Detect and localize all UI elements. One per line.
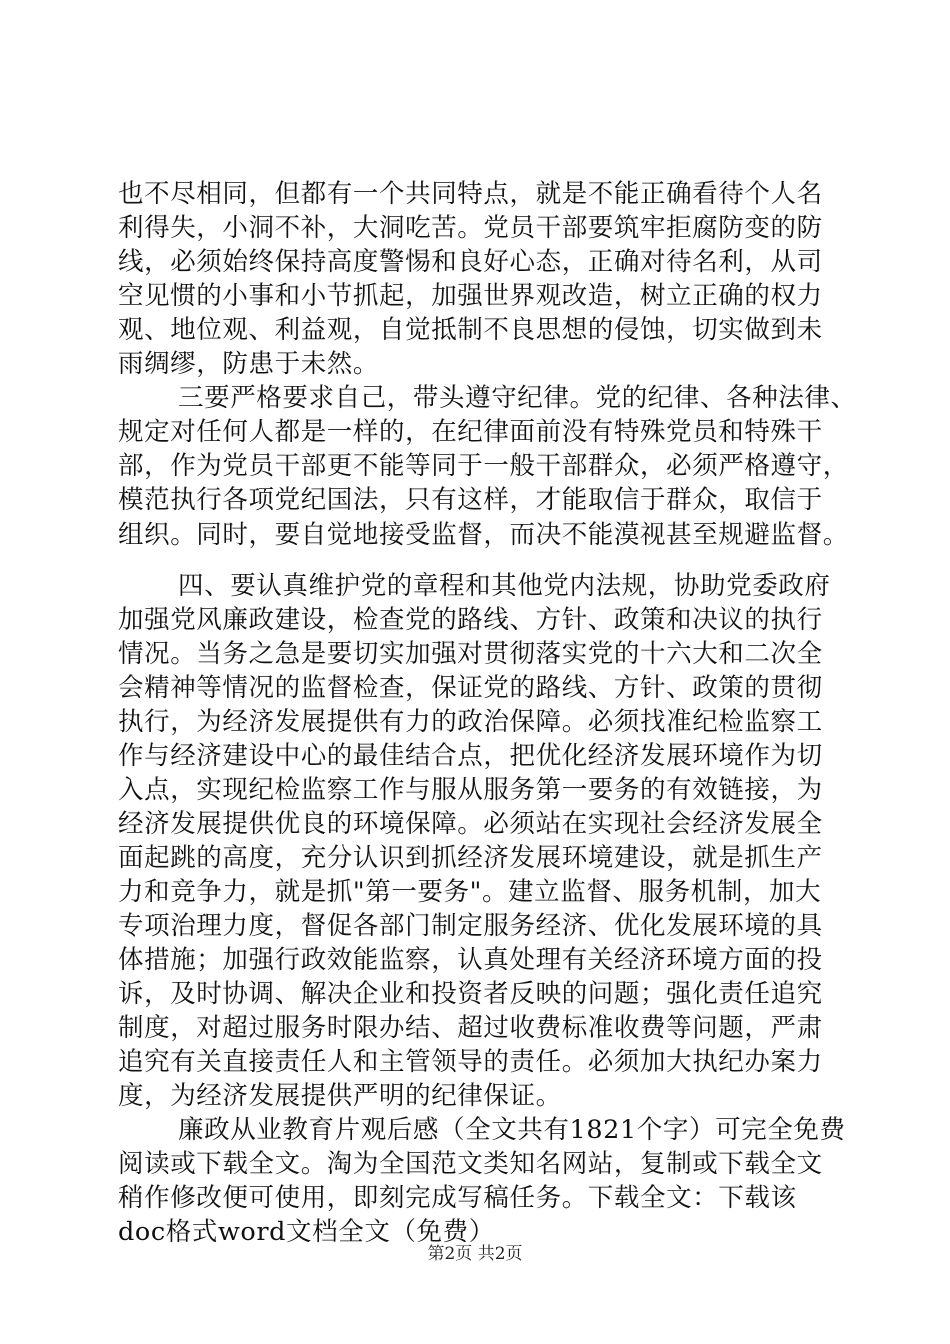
text-line: 执行，为经济发展提供有力的政治保障。必须找准纪检监察工 (118, 707, 823, 737)
text-line: 组织。同时，要自觉地接受监督，而决不能漠视甚至规避监督。 (118, 520, 849, 550)
text-line: 部，作为党员干部更不能等同于一般干部群众，必须严格遵守， (118, 451, 849, 481)
text-line: 追究有关直接责任人和主管领导的责任。必须加大执纪办案力 (118, 1047, 823, 1077)
text-line: 入点，实现纪检监察工作与服从服务第一要务的有效链接，为 (118, 775, 823, 805)
text-line: 制度，对超过服务时限办结、超过收费标准收费等问题，严肃 (118, 1013, 823, 1043)
text-line: 会精神等情况的监督检查，保证党的路线、方针、政策的贯彻 (118, 673, 823, 703)
text-line: 情况。当务之急是要切实加强对贯彻落实党的十六大和二次全 (118, 639, 823, 669)
text-line: 加强党风廉政建设，检查党的路线、方针、政策和决议的执行 (118, 605, 823, 635)
text-line: 稍作修改便可使用，即刻完成写稿任务。下载全文：下载该 (118, 1183, 797, 1213)
text-line: 作与经济建设中心的最佳结合点，把优化经济发展环境作为切 (118, 741, 823, 771)
text-line: 三要严格要求自己，带头遵守纪律。党的纪律、各种法律、 (178, 383, 857, 413)
text-line: 体措施；加强行政效能监察，认真处理有关经济环境方面的投 (118, 945, 823, 975)
text-line: 四、要认真维护党的章程和其他党内法规，协助党委政府 (178, 571, 831, 601)
text-line: 面起跳的高度，充分认识到抓经济发展环境建设，就是抓生产 (118, 843, 823, 873)
text-line: 诉，及时协调、解决企业和投资者反映的问题；强化责任追究 (118, 979, 823, 1009)
text-line: 空见惯的小事和小节抓起，加强世界观改造，树立正确的权力 (118, 281, 823, 311)
text-line: 模范执行各项党纪国法，只有这样，才能取信于群众，取信于 (118, 485, 823, 515)
text-line: doc格式word文档全文（免费） (118, 1217, 495, 1247)
text-line: 力和竞争力，就是抓"第一要务"。建立监督、服务机制，加大 (118, 877, 822, 907)
text-line: 也不尽相同，但都有一个共同特点，就是不能正确看待个人名 (118, 179, 823, 209)
text-line: 阅读或下载全文。淘为全国范文类知名网站，复制或下载全文 (118, 1149, 823, 1179)
text-line: 经济发展提供优良的环境保障。必须站在实现社会经济发展全 (118, 809, 823, 839)
page-number-footer: 第2页 共2页 (427, 1244, 523, 1264)
text-line: 廉政从业教育片观后感（全文共有1821个字）可完全免费 (178, 1115, 846, 1145)
text-line: 专项治理力度，督促各部门制定服务经济、优化发展环境的具 (118, 911, 823, 941)
text-line: 线，必须始终保持高度警惕和良好心态，正确对待名利，从司 (118, 247, 823, 277)
text-line: 规定对任何人都是一样的，在纪律面前没有特殊党员和特殊干 (118, 417, 823, 447)
text-line: 观、地位观、利益观，自觉抵制不良思想的侵蚀，切实做到未 (118, 315, 823, 345)
text-line: 利得失，小洞不补，大洞吃苦。党员干部要筑牢拒腐防变的防 (118, 213, 823, 243)
text-line: 度，为经济发展提供严明的纪律保证。 (118, 1081, 562, 1111)
text-line: 雨绸缪，防患于未然。 (118, 349, 380, 379)
